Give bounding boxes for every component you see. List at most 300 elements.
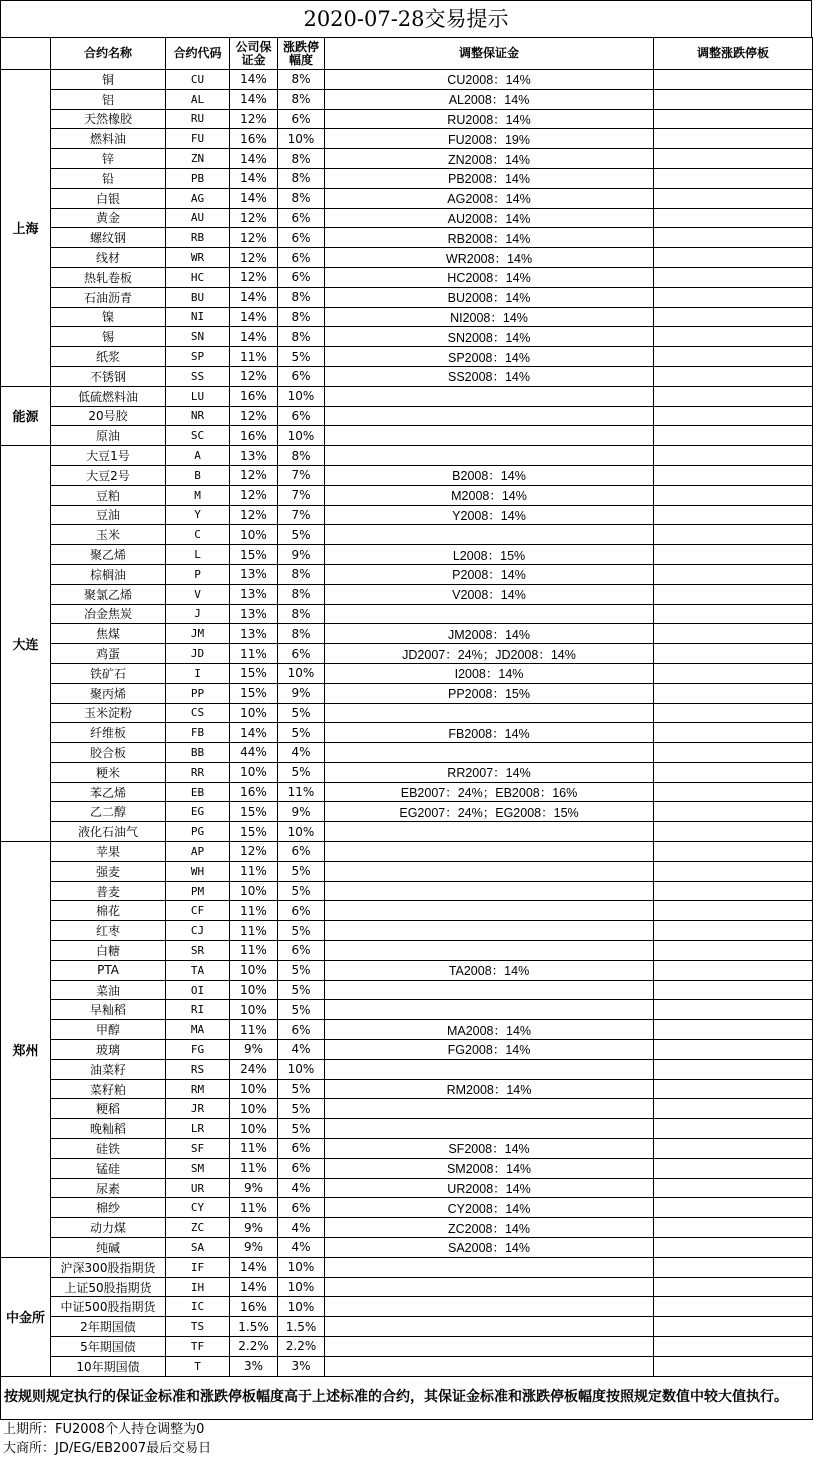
company-margin-cell: 9% [230, 1178, 278, 1198]
adjusted-limit-cell [654, 248, 813, 268]
price-limit-cell: 3% [278, 1356, 325, 1376]
company-margin-cell: 10% [230, 1000, 278, 1020]
adjusted-margin-cell: EB2007：24%；EB2008：16% [325, 782, 654, 802]
price-limit-cell: 10% [278, 426, 325, 446]
price-limit-cell: 5% [278, 703, 325, 723]
adjusted-margin-cell [325, 941, 654, 961]
contract-name-cell: 铁矿石 [51, 663, 166, 683]
adjusted-margin-cell [325, 1317, 654, 1337]
price-limit-cell: 2.2% [278, 1337, 325, 1357]
table-row [1, 644, 813, 664]
company-margin-cell: 11% [230, 1139, 278, 1159]
adjusted-limit-cell [654, 366, 813, 386]
contract-name-cell: 早籼稻 [51, 1000, 166, 1020]
contract-code-cell: LR [166, 1119, 230, 1139]
contract-name-cell: 线材 [51, 248, 166, 268]
contract-name-cell: 焦煤 [51, 624, 166, 644]
company-margin-cell: 14% [230, 723, 278, 743]
adjusted-margin-cell: MA2008：14% [325, 1020, 654, 1040]
table-row [1, 525, 813, 545]
contract-code-cell: LU [166, 386, 230, 406]
company-margin-cell: 14% [230, 307, 278, 327]
table-row [1, 446, 813, 466]
company-margin-cell: 15% [230, 663, 278, 683]
contract-code-cell: CF [166, 901, 230, 921]
price-limit-cell: 5% [278, 980, 325, 1000]
contract-name-cell: 棉纱 [51, 1198, 166, 1218]
adjusted-limit-cell [654, 881, 813, 901]
price-limit-cell: 6% [278, 406, 325, 426]
contract-code-cell: V [166, 584, 230, 604]
contract-code-cell: FU [166, 129, 230, 149]
price-limit-cell: 4% [278, 1178, 325, 1198]
contract-name-cell: 粳米 [51, 762, 166, 782]
adjusted-limit-cell [654, 485, 813, 505]
company-margin-cell: 9% [230, 1218, 278, 1238]
contract-code-cell: SP [166, 347, 230, 367]
company-margin-cell: 1.5% [230, 1317, 278, 1337]
contract-name-cell: 豆油 [51, 505, 166, 525]
contract-name-cell: 低硫燃料油 [51, 386, 166, 406]
adjusted-margin-cell: PB2008：14% [325, 168, 654, 188]
table-row [1, 1158, 813, 1178]
table-row [1, 347, 813, 367]
table-row [1, 822, 813, 842]
adjusted-limit-cell [654, 267, 813, 287]
adjusted-limit-cell [654, 89, 813, 109]
table-row [1, 1020, 813, 1040]
adjusted-limit-cell [654, 386, 813, 406]
table-row [1, 921, 813, 941]
price-limit-cell: 6% [278, 248, 325, 268]
table-row [1, 426, 813, 446]
adjusted-limit-cell [654, 1297, 813, 1317]
contract-name-cell: 红枣 [51, 921, 166, 941]
adjusted-margin-cell: L2008：15% [325, 545, 654, 565]
adjusted-limit-cell [654, 980, 813, 1000]
price-limit-cell: 6% [278, 208, 325, 228]
company-margin-cell: 11% [230, 861, 278, 881]
adjusted-limit-cell [654, 861, 813, 881]
contract-name-cell: 纤维板 [51, 723, 166, 743]
contract-code-cell: C [166, 525, 230, 545]
adjusted-limit-cell [654, 109, 813, 129]
company-margin-cell: 14% [230, 327, 278, 347]
contract-code-cell: RB [166, 228, 230, 248]
company-margin-cell: 12% [230, 465, 278, 485]
contract-code-cell: PP [166, 683, 230, 703]
adjusted-margin-cell [325, 1257, 654, 1277]
contract-code-cell: PM [166, 881, 230, 901]
price-limit-cell: 6% [278, 842, 325, 862]
price-limit-cell: 6% [278, 1139, 325, 1159]
contract-name-cell: 棕榈油 [51, 564, 166, 584]
adjusted-limit-cell [654, 901, 813, 921]
adjusted-limit-cell [654, 1277, 813, 1297]
adjusted-margin-cell [325, 1337, 654, 1357]
contract-name-cell: 棉花 [51, 901, 166, 921]
price-limit-cell: 6% [278, 1020, 325, 1040]
adjusted-limit-cell [654, 1079, 813, 1099]
table-row [1, 89, 813, 109]
adjusted-margin-cell: FB2008：14% [325, 723, 654, 743]
contract-name-cell: 热轧卷板 [51, 267, 166, 287]
contract-code-cell: SC [166, 426, 230, 446]
adjusted-limit-cell [654, 782, 813, 802]
adjusted-limit-cell [654, 168, 813, 188]
header-adjusted-margin: 调整保证金 [325, 38, 654, 70]
contract-name-cell: 石油沥青 [51, 287, 166, 307]
contract-name-cell: 玻璃 [51, 1040, 166, 1060]
price-limit-cell: 4% [278, 1040, 325, 1060]
adjusted-margin-cell [325, 703, 654, 723]
company-margin-cell: 15% [230, 683, 278, 703]
contract-code-cell: SF [166, 1139, 230, 1159]
adjusted-limit-cell [654, 307, 813, 327]
contract-name-cell: 胶合板 [51, 743, 166, 763]
table-row [1, 1337, 813, 1357]
adjusted-margin-cell: RU2008：14% [325, 109, 654, 129]
region-cell: 大连 [1, 446, 51, 842]
price-limit-cell: 4% [278, 1218, 325, 1238]
company-margin-cell: 9% [230, 1040, 278, 1060]
adjusted-margin-cell: Y2008：14% [325, 505, 654, 525]
adjusted-margin-cell [325, 426, 654, 446]
price-limit-cell: 4% [278, 743, 325, 763]
region-cell: 能源 [1, 386, 51, 445]
adjusted-limit-cell [654, 584, 813, 604]
table-row [1, 1139, 813, 1159]
company-margin-cell: 13% [230, 624, 278, 644]
contract-name-cell: 聚丙烯 [51, 683, 166, 703]
adjusted-margin-cell: SP2008：14% [325, 347, 654, 367]
adjusted-margin-cell: SF2008：14% [325, 1139, 654, 1159]
company-margin-cell: 2.2% [230, 1337, 278, 1357]
price-limit-cell: 10% [278, 1297, 325, 1317]
contract-name-cell: 20号胶 [51, 406, 166, 426]
adjusted-margin-cell [325, 822, 654, 842]
contract-name-cell: 鸡蛋 [51, 644, 166, 664]
adjusted-limit-cell [654, 525, 813, 545]
adjusted-margin-cell: SM2008：14% [325, 1158, 654, 1178]
table-row [1, 683, 813, 703]
table-row [1, 109, 813, 129]
contract-code-cell: WR [166, 248, 230, 268]
contract-code-cell: TF [166, 1337, 230, 1357]
contract-code-cell: PB [166, 168, 230, 188]
adjusted-margin-cell [325, 921, 654, 941]
contract-code-cell: RS [166, 1059, 230, 1079]
table-row [1, 129, 813, 149]
company-margin-cell: 15% [230, 802, 278, 822]
adjusted-limit-cell [654, 1178, 813, 1198]
table-row [1, 267, 813, 287]
adjusted-margin-cell [325, 446, 654, 466]
header-adjusted-limit: 调整涨跌停板 [654, 38, 813, 70]
table-row [1, 723, 813, 743]
region-cell: 郑州 [1, 842, 51, 1258]
adjusted-limit-cell [654, 663, 813, 683]
contract-name-cell: 液化石油气 [51, 822, 166, 842]
adjusted-limit-cell [654, 287, 813, 307]
price-limit-cell: 8% [278, 584, 325, 604]
contract-code-cell: AU [166, 208, 230, 228]
price-limit-cell: 7% [278, 465, 325, 485]
contract-code-cell: CY [166, 1198, 230, 1218]
contract-name-cell: 铜 [51, 70, 166, 90]
adjusted-margin-cell: PP2008：15% [325, 683, 654, 703]
table-row [1, 1218, 813, 1238]
contract-name-cell: 纯碱 [51, 1238, 166, 1258]
adjusted-limit-cell [654, 505, 813, 525]
company-margin-cell: 3% [230, 1356, 278, 1376]
price-limit-cell: 8% [278, 446, 325, 466]
adjusted-margin-cell: UR2008：14% [325, 1178, 654, 1198]
adjusted-limit-cell [654, 426, 813, 446]
contract-name-cell: 动力煤 [51, 1218, 166, 1238]
price-limit-cell: 9% [278, 802, 325, 822]
contract-code-cell: WH [166, 861, 230, 881]
company-margin-cell: 10% [230, 881, 278, 901]
adjusted-margin-cell: BU2008：14% [325, 287, 654, 307]
price-limit-cell: 10% [278, 129, 325, 149]
contract-rows [1, 70, 813, 1377]
contract-code-cell: OI [166, 980, 230, 1000]
table-row [1, 782, 813, 802]
contract-name-cell: 普麦 [51, 881, 166, 901]
adjusted-margin-cell: P2008：14% [325, 564, 654, 584]
contract-code-cell: B [166, 465, 230, 485]
company-margin-cell: 10% [230, 1079, 278, 1099]
adjusted-margin-cell [325, 980, 654, 1000]
company-margin-cell: 10% [230, 762, 278, 782]
price-limit-cell: 8% [278, 287, 325, 307]
company-margin-cell: 14% [230, 70, 278, 90]
company-margin-cell: 16% [230, 386, 278, 406]
contract-name-cell: 尿素 [51, 1178, 166, 1198]
table-row [1, 842, 813, 862]
contract-name-cell: 铅 [51, 168, 166, 188]
contract-code-cell: A [166, 446, 230, 466]
adjusted-margin-cell: WR2008：14% [325, 248, 654, 268]
contract-code-cell: T [166, 1356, 230, 1376]
adjusted-margin-cell: HC2008：14% [325, 267, 654, 287]
price-limit-cell: 8% [278, 149, 325, 169]
table-row [1, 505, 813, 525]
adjusted-margin-cell [325, 881, 654, 901]
contract-code-cell: JR [166, 1099, 230, 1119]
contract-name-cell: 菜油 [51, 980, 166, 1000]
price-limit-cell: 9% [278, 683, 325, 703]
adjusted-margin-cell: AL2008：14% [325, 89, 654, 109]
price-limit-cell: 6% [278, 366, 325, 386]
table-row [1, 564, 813, 584]
company-margin-cell: 16% [230, 129, 278, 149]
adjusted-margin-cell: B2008：14% [325, 465, 654, 485]
contract-table [0, 37, 813, 1420]
price-limit-cell: 8% [278, 168, 325, 188]
contract-code-cell: RR [166, 762, 230, 782]
contract-name-cell: 甲醇 [51, 1020, 166, 1040]
contract-code-cell: P [166, 564, 230, 584]
company-margin-cell: 12% [230, 842, 278, 862]
contract-name-cell: 聚氯乙烯 [51, 584, 166, 604]
adjusted-limit-cell [654, 842, 813, 862]
adjusted-margin-cell: M2008：14% [325, 485, 654, 505]
price-limit-cell: 5% [278, 921, 325, 941]
adjusted-margin-cell: CY2008：14% [325, 1198, 654, 1218]
contract-code-cell: SA [166, 1238, 230, 1258]
adjusted-limit-cell [654, 703, 813, 723]
table-row [1, 149, 813, 169]
adjusted-limit-cell [654, 406, 813, 426]
price-limit-cell: 6% [278, 901, 325, 921]
price-limit-cell: 5% [278, 525, 325, 545]
contract-name-cell: 豆粕 [51, 485, 166, 505]
table-row [1, 1277, 813, 1297]
company-margin-cell: 13% [230, 564, 278, 584]
price-limit-cell: 7% [278, 485, 325, 505]
price-limit-cell: 11% [278, 782, 325, 802]
price-limit-cell: 6% [278, 1198, 325, 1218]
contract-name-cell: 5年期国债 [51, 1337, 166, 1357]
adjusted-margin-cell [325, 1000, 654, 1020]
contract-name-cell: PTA [51, 960, 166, 980]
table-row [1, 1317, 813, 1337]
price-limit-cell: 8% [278, 564, 325, 584]
adjusted-limit-cell [654, 149, 813, 169]
contract-code-cell: IF [166, 1257, 230, 1277]
table-row [1, 465, 813, 485]
adjusted-margin-cell: FU2008：19% [325, 129, 654, 149]
adjusted-limit-cell [654, 644, 813, 664]
adjusted-margin-cell: EG2007：24%；EG2008：15% [325, 802, 654, 822]
adjusted-margin-cell: AU2008：14% [325, 208, 654, 228]
contract-name-cell: 冶金焦炭 [51, 604, 166, 624]
company-margin-cell: 11% [230, 941, 278, 961]
contract-code-cell: J [166, 604, 230, 624]
company-margin-cell: 16% [230, 782, 278, 802]
adjusted-limit-cell [654, 1238, 813, 1258]
company-margin-cell: 11% [230, 347, 278, 367]
table-row [1, 248, 813, 268]
contract-code-cell: AP [166, 842, 230, 862]
company-margin-cell: 14% [230, 188, 278, 208]
contract-name-cell: 锰硅 [51, 1158, 166, 1178]
company-margin-cell: 10% [230, 525, 278, 545]
contract-code-cell: CS [166, 703, 230, 723]
company-margin-cell: 11% [230, 901, 278, 921]
company-margin-cell: 14% [230, 89, 278, 109]
contract-code-cell: MA [166, 1020, 230, 1040]
contract-code-cell: JD [166, 644, 230, 664]
contract-code-cell: EB [166, 782, 230, 802]
table-row [1, 1238, 813, 1258]
contract-code-cell: HC [166, 267, 230, 287]
adjusted-margin-cell: SS2008：14% [325, 366, 654, 386]
adjusted-limit-cell [654, 545, 813, 565]
adjusted-margin-cell [325, 1059, 654, 1079]
company-margin-cell: 10% [230, 703, 278, 723]
header-contract-code: 合约代码 [166, 38, 230, 70]
table-row [1, 980, 813, 1000]
company-margin-cell: 14% [230, 149, 278, 169]
company-margin-cell: 24% [230, 1059, 278, 1079]
contract-code-cell: TS [166, 1317, 230, 1337]
table-row [1, 208, 813, 228]
contract-code-cell: AL [166, 89, 230, 109]
contract-code-cell: SN [166, 327, 230, 347]
price-limit-cell: 6% [278, 109, 325, 129]
contract-name-cell: 黄金 [51, 208, 166, 228]
company-margin-cell: 13% [230, 604, 278, 624]
contract-code-cell: ZC [166, 1218, 230, 1238]
adjusted-margin-cell: JM2008：14% [325, 624, 654, 644]
contract-name-cell: 铝 [51, 89, 166, 109]
adjusted-margin-cell: V2008：14% [325, 584, 654, 604]
adjusted-limit-cell [654, 70, 813, 90]
price-limit-cell: 6% [278, 1158, 325, 1178]
contract-code-cell: NI [166, 307, 230, 327]
adjusted-limit-cell [654, 822, 813, 842]
contract-name-cell: 粳稻 [51, 1099, 166, 1119]
contract-code-cell: NR [166, 406, 230, 426]
price-limit-cell: 5% [278, 1000, 325, 1020]
adjusted-margin-cell [325, 861, 654, 881]
contract-code-cell: SS [166, 366, 230, 386]
table-row [1, 861, 813, 881]
company-margin-cell: 12% [230, 208, 278, 228]
contract-code-cell: L [166, 545, 230, 565]
adjusted-limit-cell [654, 960, 813, 980]
contract-code-cell: FB [166, 723, 230, 743]
company-margin-cell: 14% [230, 168, 278, 188]
company-margin-cell: 16% [230, 426, 278, 446]
company-margin-cell: 15% [230, 545, 278, 565]
price-limit-cell: 8% [278, 624, 325, 644]
price-limit-cell: 5% [278, 960, 325, 980]
contract-code-cell: AG [166, 188, 230, 208]
contract-code-cell: EG [166, 802, 230, 822]
contract-name-cell: 10年期国债 [51, 1356, 166, 1376]
adjusted-margin-cell [325, 842, 654, 862]
contract-name-cell: 大豆1号 [51, 446, 166, 466]
contract-code-cell: RI [166, 1000, 230, 1020]
price-limit-cell: 8% [278, 604, 325, 624]
adjusted-limit-cell [654, 1000, 813, 1020]
company-margin-cell: 10% [230, 1099, 278, 1119]
adjusted-limit-cell [654, 228, 813, 248]
table-row [1, 1079, 813, 1099]
contract-name-cell: 螺纹钢 [51, 228, 166, 248]
table-row [1, 743, 813, 763]
adjusted-margin-cell: TA2008：14% [325, 960, 654, 980]
adjusted-limit-cell [654, 1020, 813, 1040]
table-row [1, 1297, 813, 1317]
adjusted-limit-cell [654, 564, 813, 584]
adjusted-margin-cell: FG2008：14% [325, 1040, 654, 1060]
table-row [1, 1119, 813, 1139]
adjusted-limit-cell [654, 624, 813, 644]
table-row [1, 1000, 813, 1020]
contract-code-cell: M [166, 485, 230, 505]
company-margin-cell: 14% [230, 287, 278, 307]
price-limit-cell: 10% [278, 1257, 325, 1277]
table-row [1, 386, 813, 406]
adjusted-margin-cell [325, 386, 654, 406]
contract-code-cell: RU [166, 109, 230, 129]
company-margin-cell: 10% [230, 1119, 278, 1139]
